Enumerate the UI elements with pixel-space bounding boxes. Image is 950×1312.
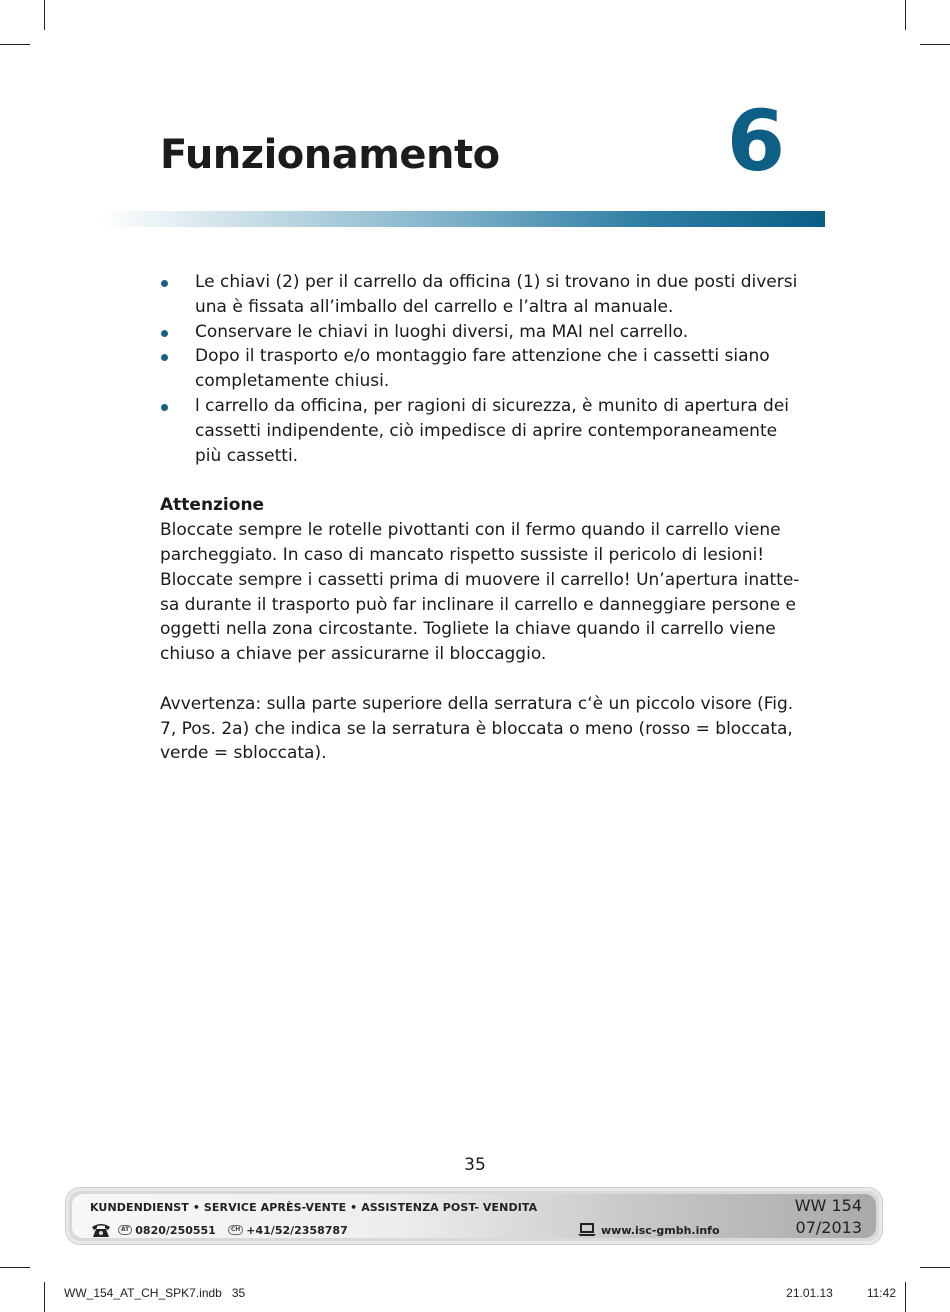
country-badge-at: AT xyxy=(118,1225,132,1235)
chapter-number: 6 xyxy=(726,92,786,190)
service-box-background xyxy=(72,1194,876,1238)
list-item xyxy=(160,344,800,394)
crop-mark xyxy=(905,1282,906,1312)
bullet-list xyxy=(160,270,800,468)
list-item-text: l carrello da officina, per ragioni di sicurezza, è munito di apertura dei cassetti indipendente, ciò impedisce di aprire contemporaneamente più cassetti. xyxy=(195,395,790,466)
bullet-icon xyxy=(161,330,168,337)
phone-row xyxy=(90,1220,360,1240)
warning-heading: Attenzione xyxy=(160,495,265,516)
main-content xyxy=(160,270,800,766)
page-title: Funzionamento xyxy=(160,132,500,178)
list-item xyxy=(160,394,800,468)
bullet-icon xyxy=(161,354,168,361)
bullet-icon xyxy=(161,280,168,287)
country-badge-ch: CH xyxy=(228,1225,243,1235)
crop-mark xyxy=(920,1267,950,1268)
model-code: WW 154 xyxy=(794,1196,862,1215)
list-item xyxy=(160,320,800,345)
phone-number-at[interactable]: 0820/250551 xyxy=(135,1223,216,1237)
crop-mark xyxy=(920,44,950,45)
laptop-icon xyxy=(578,1223,596,1237)
print-slug-datetime: 21.01.13 11:42 xyxy=(786,1286,896,1300)
service-title: KUNDENDIENST • SERVICE APRÈS-VENTE • ASSISTENZA POST- VENDITA xyxy=(90,1201,538,1214)
edition-date: 07/2013 xyxy=(795,1218,862,1237)
website-link[interactable]: www.isc-gmbh.info xyxy=(601,1223,720,1237)
warning-text: Bloccate sempre le rotelle pivottanti con il fermo quando il carrello viene parcheggiato. In caso di mancato rispetto sussiste il pericolo di lesioni! Bloccate sempre i cassetti prima di muovere il carrello! Un’apertura inatte-sa durante il trasporto può far inclinare il carrello e danneggiare persone e oggetti nella zona circostante. Togliete la chiave quando il carrello viene chiuso a chiave per assicurarne il bloccaggio. xyxy=(160,520,800,665)
phone-number-ch[interactable]: +41/52/2358787 xyxy=(246,1223,348,1237)
list-item-text: Le chiavi (2) per il carrello da officina (1) si trovano in due posti diversi una è fissata all’imballo del carrello e l’altra al manuale. xyxy=(195,272,798,317)
crop-mark xyxy=(905,0,906,30)
title-gradient-rule xyxy=(100,211,825,227)
print-slug-file: WW_154_AT_CH_SPK7.indb 35 xyxy=(64,1286,246,1300)
crop-mark xyxy=(44,0,45,30)
note-text: Avvertenza: sulla parte superiore della serratura c‘è un piccolo visore (Fig. 7, Pos. 2a) che indica se la serratura è bloccata o meno (rosso = bloccata, verde = sbloccata). xyxy=(160,693,794,764)
list-item-text: Dopo il trasporto e/o montaggio fare attenzione che i cassetti siano completamente chiusi. xyxy=(195,346,770,392)
list-item-text: Conservare le chiavi in luoghi diversi, ma MAI nel carrello. xyxy=(195,321,689,342)
page-number: 35 xyxy=(464,1155,486,1175)
crop-mark xyxy=(0,44,30,45)
crop-mark xyxy=(0,1267,30,1268)
telephone-icon xyxy=(90,1222,112,1238)
list-item xyxy=(160,270,800,320)
service-box xyxy=(66,1188,882,1244)
bullet-icon xyxy=(161,404,168,411)
website-row xyxy=(578,1220,720,1240)
crop-mark xyxy=(44,1282,45,1312)
